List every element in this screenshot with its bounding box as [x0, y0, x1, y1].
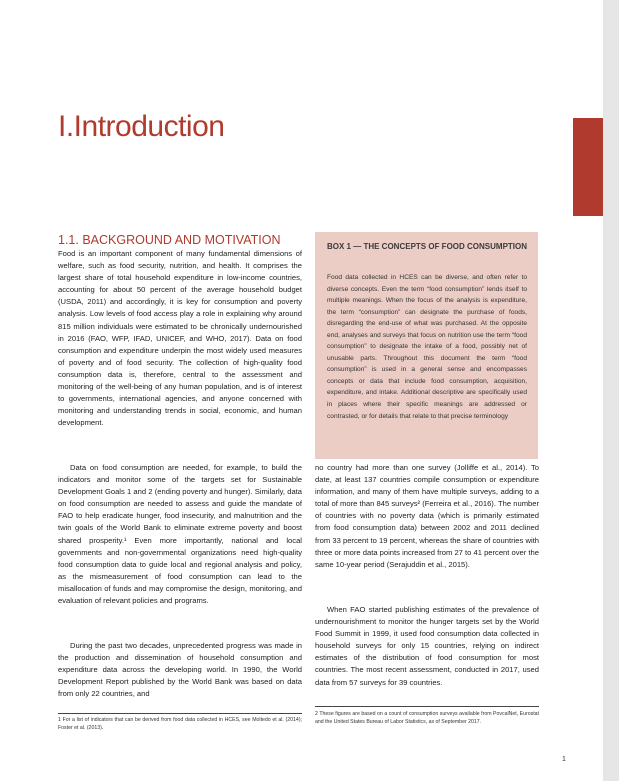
paragraph-survey-counts: no country had more than one survey (Jolliffe et al., 2014). To date, at least 137 countries compile consumption or expenditure information, and many of them have multiple surveys, adding to a total of more than 845 surveys² (Ferreira et al., 2016). The number of countries with no poverty data (which is primarily estimated from food consumption data) between 2002 and 2011 declined from 33 percent to 19 percent, whereas the share of countries with three or more data points increased from 27 to 41 percent over the same 10-year period (Serajuddin et al., 2015). — [315, 463, 539, 569]
paragraph-data-needs: Data on food consumption are needed, for example, to build the indicators and monitor some of the targets set for Sustainable Development Goals 1 and 2 (ending poverty and hunger). Similarly, data on food consumption are needed to assess and guide the mandate of FAO to help eradicate hunger, food insecurity, and malnutrition and the twin goals of the World Bank to eliminate extreme poverty and boost shared prosperity.¹ Even more importantly, national and local governments and non-governmental organizations need high-quality food consumption data to guide local and regional analysis and policy, as the mismeasurement of food consumption can lead to the misallocation of funds and may compromise the design, monitoring, and evaluation of relevant policies and programs. — [58, 463, 302, 606]
paragraph-food-importance: Food is an important component of many fundamental dimensions of welfare, such as food security, nutrition, and health. It comprises the largest share of total household expenditure in low-income countries, accounting for about 50 percent of the average household budget (USDA, 2011) and accordingly, it is key for consumption and poverty analysis. Low levels of food access play a role in explaining why around 815 million individuals were estimated to be chronically undernourished in 2016 (FAO, WFP, IFAD, UNICEF, and WHO, 2017). Data on food consumption and expenditure underpin the most widely used measures of poverty and of food security. The collection of high-quality food consumption data is, therefore, central to the assessment and monitoring of the well-being of any human population, and is of interest to governments, international agencies, and anyone concerned with monitoring and understanding trends in social, economic, and human development. — [58, 249, 302, 428]
paragraph-fao-estimates: When FAO started publishing estimates of the prevalence of undernourishment to monitor the hunger targets set by the World Food Summit in 1999, it used food consumption data collected in household surveys for only 15 countries, relying on indirect estimates of the distribution of food consumption for most countries. The most recent assessment, conducted in 2017, used data from 57 surveys for 39 countries. — [315, 605, 539, 687]
footnote-1: 1 For a list of indicators that can be derived from food data collected in HCES, see Moltedo et al. (2014); Foster et al. (2013). — [58, 717, 302, 732]
paragraph-progress: During the past two decades, unprecedented progress was made in the production and dissemination of household consumption and expenditure data across the developing world. In 1990, the World Development Report published by the World Bank was based on data from only 22 countries, and — [58, 641, 302, 699]
box-title: BOX 1 — THE CONCEPTS OF FOOD CONSUMPTION — [327, 242, 528, 251]
chapter-title: I.Introduction — [58, 110, 225, 143]
box-body: Food data collected in HCES can be diverse, and often refer to diverse concepts. Even the term “food consumption” lends itself to multiple meanings. When the focus of the analysis is expenditure, the term “consumption” can designate the purchase of foods, disregarding the end-use of what was purchased. At the opposite end, analyses and surveys that focus on nutrition use the term “food consumption” to designate the intake of a food, possibly net of unusable parts. Throughout this document the term “food consumption” is used in a general sense and encompasses concepts or data that include food consumption, acquisition, expenditure, and intake. Additional descriptive are specifically used in places where their specific meanings are addressed or contrasted, or for details that relate to that precise terminology — [327, 274, 527, 420]
section-title: 1.1. BACKGROUND AND MOTIVATION — [58, 233, 281, 247]
vertical-scrollbar[interactable] — [603, 0, 619, 781]
page-number: 1 — [562, 756, 566, 763]
footnote-2: 2 These figures are based on a count of consumption surveys available from PovcalNet, Eurostat and the United States Bureau of Labor Statistics, as of September 2017. — [315, 711, 539, 726]
box-food-consumption-concepts — [315, 232, 538, 459]
footnote-divider-right — [315, 706, 539, 707]
footnote-divider-left — [58, 713, 302, 714]
chapter-tab-marker — [573, 118, 603, 216]
